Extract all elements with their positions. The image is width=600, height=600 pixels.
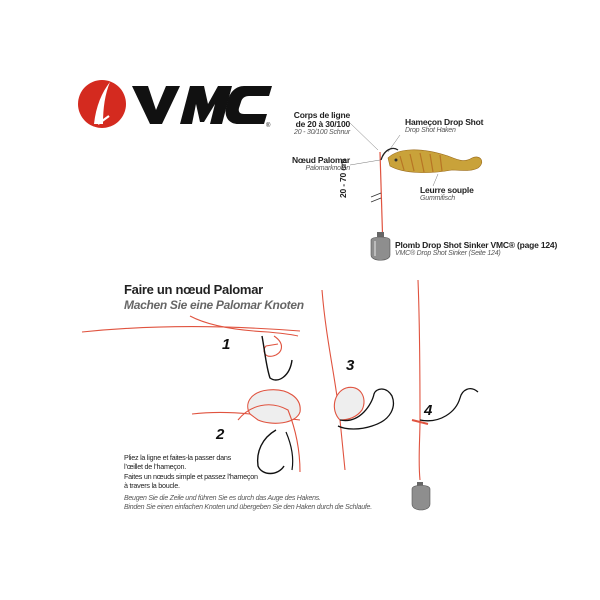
- label-line-body: Corps de ligne de 20 à 30/100 20 - 30/100 Schnur: [293, 110, 350, 136]
- step-number-4: 4: [424, 402, 433, 419]
- label-sinker: Plomb Drop Shot Sinker VMC® (page 124) VMC® Drop Shot Sinker (Seite 124): [395, 240, 558, 257]
- label-distance: 20 - 70 cm: [338, 158, 348, 198]
- step-4-illustration: [412, 280, 478, 510]
- label-soft-lure: Leurre souple Gummifisch: [420, 185, 474, 202]
- instructions-fr: Pliez la ligne et faites-la passer dans l’œillet de l’hameçon. Faites un nœuds simple et passez l’hameçon à travers la boucle.: [124, 453, 258, 491]
- step-number-2: 2: [216, 426, 225, 443]
- soft-lure-icon: [388, 150, 482, 173]
- registered-mark: ®: [266, 123, 271, 129]
- drop-shot-sinker-icon: [371, 232, 390, 260]
- step-1-illustration: [82, 316, 300, 380]
- step-number-3: 3: [346, 357, 355, 374]
- label-palomar-knot: Nœud Palomar Palomarknoten: [291, 155, 350, 172]
- title-de: Machen Sie eine Palomar Knoten: [124, 298, 304, 312]
- step-3-illustration: [322, 290, 393, 470]
- instructions-de: Beugen Sie die Zeile und führen Sie es durch das Auge des Hakens. Binden Sie einen einfachen Knoten und übergeben Sie den Haken durch die Schlaufe.: [124, 495, 372, 512]
- title-fr: Faire un nœud Palomar: [124, 282, 263, 297]
- step-number-1: 1: [222, 336, 231, 353]
- label-drop-shot-hook: Hameçon Drop Shot Drop Shot Haken: [405, 117, 484, 134]
